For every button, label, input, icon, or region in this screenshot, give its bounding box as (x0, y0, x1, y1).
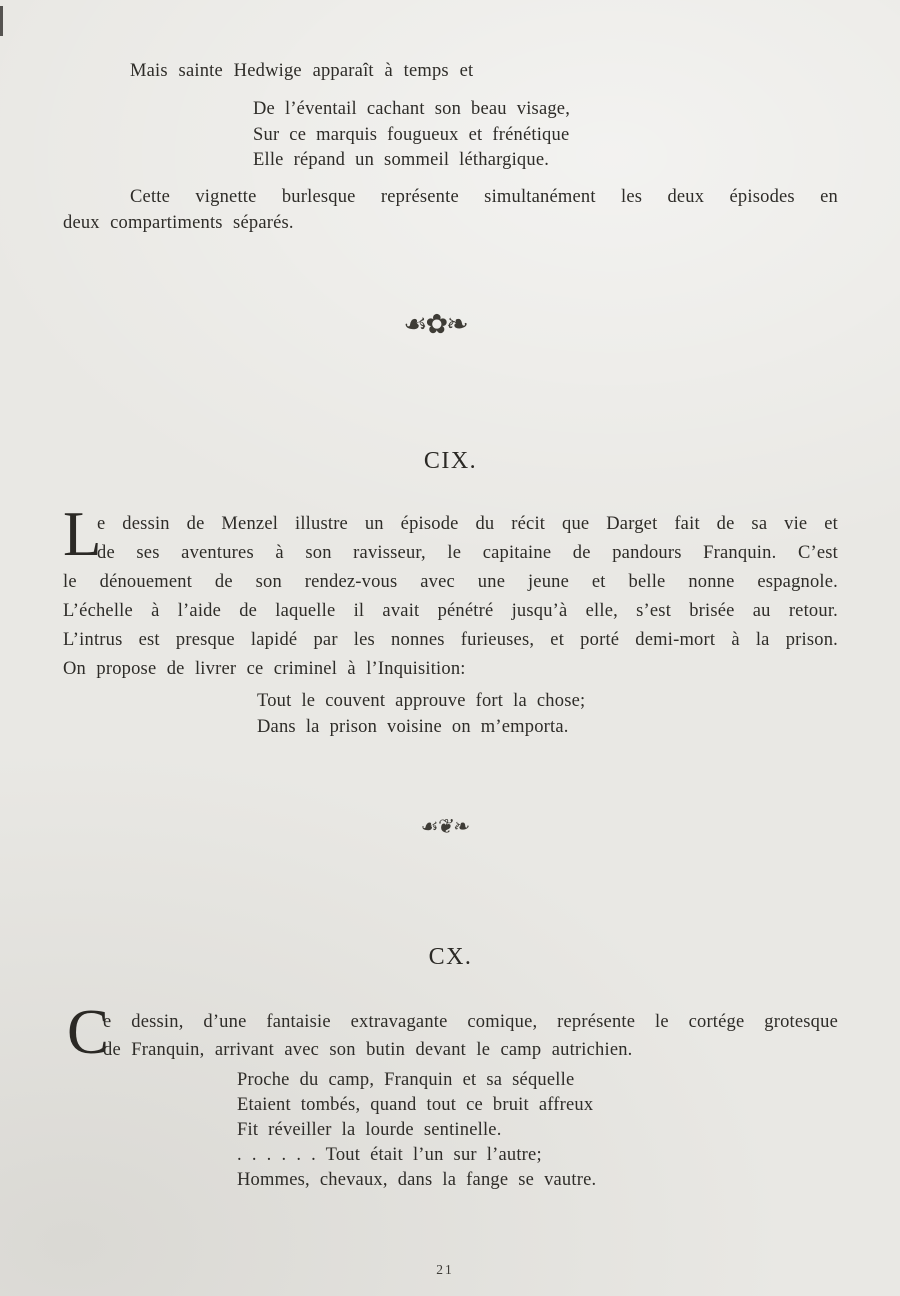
paragraph-line: On propose de livrer ce criminel à l’Inquisition: (63, 659, 466, 679)
verse-line: Fit réveiller la lourde sentinelle. (237, 1120, 502, 1140)
intro-lead-line: Mais sainte Hedwige apparaît à temps et (130, 61, 474, 81)
page-number: 21 (436, 1262, 454, 1277)
verse-line: Hommes, chevaux, dans la fange se vautre. (237, 1170, 597, 1190)
scan-artifact (0, 6, 3, 36)
verse-line: De l’éventail cachant son beau visage, (253, 99, 571, 119)
section-cix-verse (257, 689, 585, 740)
section-cx-paragraph (63, 997, 838, 1067)
verse-line: Proche du camp, Franquin et sa séquelle (237, 1070, 575, 1090)
paragraph-line: le dénouement de son rendez-vous avec une jeune et belle nonne espagnole. (63, 572, 838, 592)
paragraph-line: de Franquin, arrivant avec son butin devant le camp autrichien. (103, 1040, 633, 1060)
verse-line: . . . . . . Tout était l’un sur l’autre; (237, 1145, 542, 1165)
verse-line: Sur ce marquis fougueux et frénétique (253, 124, 570, 145)
paragraph-line: L’échelle à l’aide de laquelle il avait pénétré jusqu’à elle, s’est brisée au retour. (63, 601, 838, 621)
section-cx-verse (237, 1068, 596, 1193)
floral-spray-ornament: ☙✿❧ (403, 309, 467, 340)
intro-lead (63, 58, 838, 84)
verse-line: Dans la prison voisine on m’emporta. (257, 716, 569, 737)
vine-scroll-ornament: ☙❦❧ (419, 814, 471, 838)
paragraph-line: de ses aventures à son ravisseur, le capitaine de pandours Franquin. C’est (97, 543, 838, 563)
verse-line: Etaient tombés, quand tout ce bruit affreux (237, 1095, 594, 1115)
paragraph-line: e dessin, d’une fantaisie extravagante comique, représente le cortége grotesque (103, 1012, 838, 1032)
paragraph-line: L’intrus est presque lapidé par les nonnes furieuses, et porté demi-mort à la prison. (63, 630, 838, 650)
section-heading-cix: CIX. (423, 448, 478, 474)
section-cix-paragraph (63, 499, 838, 684)
verse-line: Tout le couvent approuve fort la chose; (257, 691, 586, 711)
drop-cap-letter: C (67, 997, 110, 1067)
paragraph-line: e dessin de Menzel illustre un épisode du récit que Darget fait de sa vie et (97, 514, 838, 534)
intro-verse (253, 97, 570, 174)
intro-paragraph (63, 184, 838, 236)
drop-cap-letter: L (63, 499, 102, 569)
verse-line: Elle répand un sommeil léthargique. (253, 150, 550, 170)
paragraph-line: deux compartiments séparés. (63, 213, 294, 233)
section-heading-cx: CX. (428, 944, 473, 970)
paragraph-line: Cette vignette burlesque représente simultanément les deux épisodes en (130, 187, 838, 207)
